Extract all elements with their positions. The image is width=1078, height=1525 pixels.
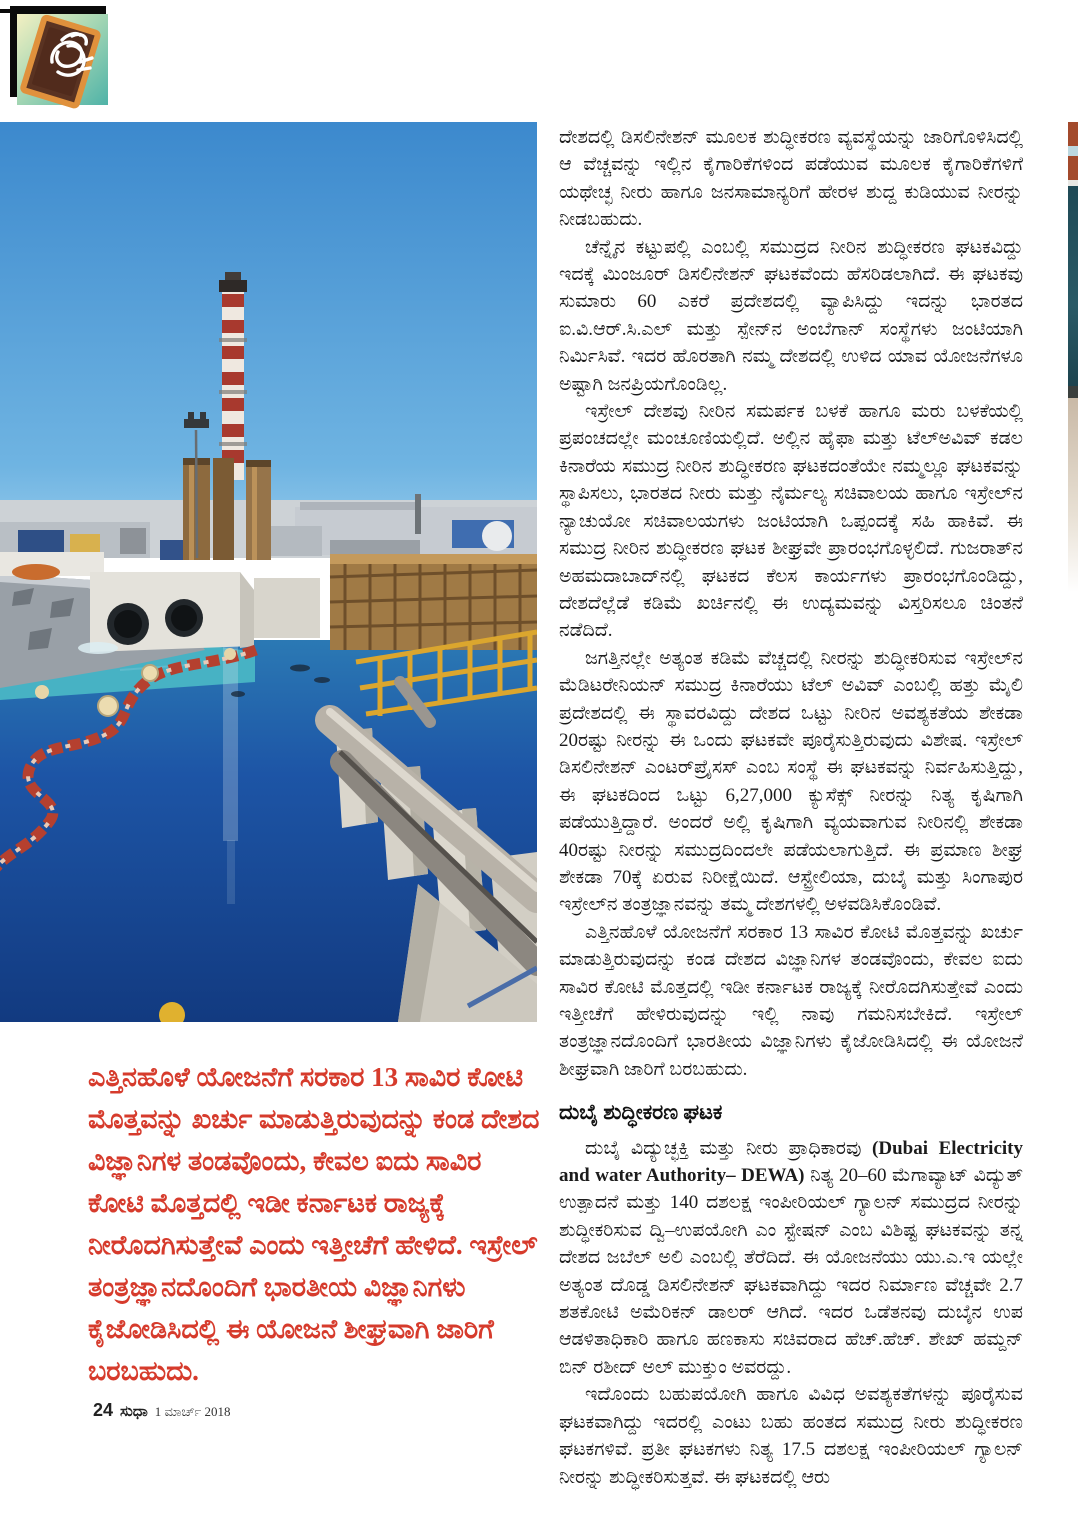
article-paragraph: ಚೆನ್ನೈನ ಕಟ್ಟುಪಲ್ಲಿ ಎಂಬಲ್ಲಿ ಸಮುದ್ರದ ನೀರಿನ ಶುದ್ಧೀಕರಣ ಘಟಕವಿದ್ದು ಇದಕ್ಕೆ ಮಿಂಜೂರ್ ಡಿಸಲಿನೇಶನ್ ಘಟಕವೆಂದು ಹೆಸರಿಡಲಾಗಿದೆ. ಈ ಘಟಕವು ಸುಮಾರು 60 ಎಕರೆ ಪ್ರದೇಶದಲ್ಲಿ ವ್ಯಾಪಿಸಿದ್ದು ಇದನ್ನು ಭಾರತದ ಐ.ವಿ.ಆರ್.ಸಿ.ಎಲ್ ಮತ್ತು ಸ್ಪೇನ್‌ನ ಅಂಬೆಗಾನ್ ಸಂಸ್ಥೆಗಳು ಜಂಟಿಯಾಗಿ ನಿರ್ಮಿಸಿವೆ. ಇದರ ಹೊರತಾಗಿ ನಮ್ಮ ದೇಶದಲ್ಲಿ ಉಳಿದ ಯಾವ ಯೋಜನೆಗಳೂ ಅಷ್ಟಾಗಿ ಜನಪ್ರಿಯಗೊಂಡಿಲ್ಲ. xyxy=(559,236,1023,395)
article-paragraph: ದೇಶದಲ್ಲಿ ಡಿಸಲಿನೇಶನ್ ಮೂಲಕ ಶುದ್ಧೀಕರಣ ವ್ಯವಸ್ಥೆಯನ್ನು ಜಾರಿಗೊಳಿಸಿದಲ್ಲಿ ಆ ವೆಚ್ಚವನ್ನು ಇಲ್ಲಿನ ಕೈಗಾರಿಕೆಗಳಿಂದ ಪಡೆಯುವ ಮೂಲಕ ಕೈಗಾರಿಕೆಗಳಿಗೆ ಯಥೇಚ್ಛ ನೀರು ಹಾಗೂ ಜನಸಾಮಾನ್ಯರಿಗೆ ಹೇರಳ ಶುದ್ದ ಕುಡಿಯುವ ನೀರನ್ನು ನೀಡಬಹುದು. xyxy=(559,127,1023,231)
page-number: 24 xyxy=(93,1400,114,1420)
magazine-name: ಸುಧಾ xyxy=(120,1404,148,1420)
article-paragraph: ಎತ್ತಿನಹೊಳೆ ಯೋಜನೆಗೆ ಸರಕಾರ 13 ಸಾವಿರ ಕೋಟಿ ಮೊತ್ತವನ್ನು ಖರ್ಚು ಮಾಡುತ್ತಿರುವುದನ್ನು ಕಂಡ ದೇಶದ ವಿಜ್ಞಾನಿಗಳ ತಂಡವೊಂದು, ಕೇವಲ ಐದು ಸಾವಿರ ಕೋಟಿ ಮೊತ್ತದಲ್ಲಿ ಇಡೀ ಕರ್ನಾಟಕ ರಾಜ್ಯಕ್ಕೆ ನೀರೊದಗಿಸುತ್ತೇವೆ ಎಂದು ಇತ್ತೀಚೆಗೆ ಹೇಳಿರುವುದನ್ನು ಇಲ್ಲಿ ನಾವು ಗಮನಿಸಬೇಕಿದೆ. ಇಸ್ರೇಲ್ ತಂತ್ರಜ್ಞಾನದೊಂದಿಗೆ ಭಾರತೀಯ ವಿಜ್ಞಾನಿಗಳು ಕೈಜೋಡಿಸಿದಲ್ಲಿ ಈ ಯೋಜನೆ ಶೀಘ್ರವಾಗಿ ಜಾರಿಗೆ ಬರಬಹುದು. xyxy=(559,921,1023,1080)
issue-date: 1 ಮಾರ್ಚ್ 2018 xyxy=(154,1404,231,1419)
article-paragraph: ಇದೊಂದು ಬಹುಪಯೋಗಿ ಹಾಗೂ ವಿವಿಧ ಅವಶ್ಯಕತೆಗಳನ್ನು ಪೂರೈಸುವ ಘಟಕವಾಗಿದ್ದು ಇದರಲ್ಲಿ ಎಂಟು ಬಹು ಹಂತದ ಸಮುದ್ರ ನೀರು ಶುದ್ಧೀಕರಣ ಘಟಕಗಳಿವೆ. ಪ್ರತೀ ಘಟಕಗಳು ನಿತ್ಯ 17.5 ದಶಲಕ್ಷ ಇಂಪೀರಿಯಲ್ ಗ್ಯಾಲನ್ ನೀರನ್ನು ಶುದ್ಧೀಕರಿಸುತ್ತವೆ. ಈ ಘಟಕದಲ್ಲಿ ಆರು xyxy=(559,1384,1023,1488)
desalination-plant-photo xyxy=(0,122,537,1022)
dubai-paragraph-kannada-before: ದುಬೈ ವಿದ್ಯುಚ್ಛಕ್ತಿ ಮತ್ತು ನೀರು ಪ್ರಾಧಿಕಾರವು xyxy=(585,1137,873,1159)
pull-quote: ಎತ್ತಿನಹೊಳೆ ಯೋಜನೆಗೆ ಸರಕಾರ 13 ಸಾವಿರ ಕೋಟಿ ಮೊತ್ತವನ್ನು ಖರ್ಚು ಮಾಡುತ್ತಿರುವುದನ್ನು ಕಂಡ ದೇಶದ ವಿಜ್ಞಾನಿಗಳ ತಂಡವೊಂದು, ಕೇವಲ ಐದು ಸಾವಿರ ಕೋಟಿ ಮೊತ್ತದಲ್ಲಿ ಇಡೀ ಕರ್ನಾಟಕ ರಾಜ್ಯಕ್ಕೆ ನೀರೊದಗಿಸುತ್ತೇವೆ ಎಂದು ಇತ್ತೀಚೆಗೆ ಹೇಳಿದೆ. ಇಸ್ರೇಲ್ ತಂತ್ರಜ್ಞಾನದೊಂದಿಗೆ ಭಾರತೀಯ ವಿಜ್ಞಾನಿಗಳು ಕೈಜೋಡಿಸಿದಲ್ಲಿ ಈ ಯೋಜನೆ ಶೀಘ್ರವಾಗಿ ಜಾರಿಗೆ ಬರಬಹುದು. xyxy=(88,1062,540,1386)
article-paragraph-dubai xyxy=(559,1135,1023,1382)
dubai-paragraph-kannada-after: ನಿತ್ಯ 20–60 ಮೆಗಾವ್ಯಾಟ್ ವಿದ್ಯುತ್ ಉತ್ಪಾದನೆ ಮತ್ತು 140 ದಶಲಕ್ಷ ಇಂಪೀರಿಯಲ್ ಗ್ಯಾಲನ್ ಸಮುದ್ರದ ನೀರನ್ನು ಶುದ್ಧೀಕರಿಸುವ ದ್ವಿ–ಉಪಯೋಗಿ ಎಂ ಸ್ಟೇಷನ್ ಎಂಬ ವಿಶಿಷ್ಟ ಘಟಕವನ್ನು ತನ್ನ ದೇಶದ ಜಬೆಲ್ ಅಲಿ ಎಂಬಲ್ಲಿ ತೆರೆದಿದೆ. ಈ ಯೋಜನೆಯು ಯು.ಎ.ಇ ಯಲ್ಲೇ ಅತ್ಯಂತ ದೊಡ್ಡ ಡಿಸಲಿನೇಶನ್ ಘಟಕವಾಗಿದ್ದು ಇದರ ನಿರ್ಮಾಣ ವೆಚ್ಚವೇ 2.7 ಶತಕೋಟಿ ಅಮೆರಿಕನ್ ಡಾಲರ್ ಆಗಿದೆ. ಇದರ ಒಡೆತನವು ದುಬೈನ ಉಪ ಆಡಳಿತಾಧಿಕಾರಿ ಹಾಗೂ ಹಣಕಾಸು ಸಚಿವರಾದ ಹೆಚ್.ಹೆಚ್. ಶೇಖ್ ಹಮ್ದನ್ ಬಿನ್ ರಶೀದ್ ಅಲ್ ಮುಕ್ತುಂ ಅವರದ್ದು. xyxy=(559,1165,1023,1378)
section-heading: ದುಬೈ ಶುದ್ಧೀಕರಣ ಘಟಕ xyxy=(559,1100,723,1125)
next-page-edge xyxy=(1068,122,1078,592)
dewa-english-name: (Dubai Electricity and water Authority– DEWA) xyxy=(559,1137,1023,1187)
article-paragraph: ಜಗತ್ತಿನಲ್ಲೇ ಅತ್ಯಂತ ಕಡಿಮೆ ವೆಚ್ಚದಲ್ಲಿ ನೀರನ್ನು ಶುದ್ಧೀಕರಿಸುವ ಇಸ್ರೇಲ್‌ನ ಮೆಡಿಟರೇನಿಯನ್ ಸಮುದ್ರ ಕಿನಾರೆಯು ಟೆಲ್ ಅವಿವ್ ಎಂಬಲ್ಲಿ ಹತ್ತು ಮೈಲಿ ಪ್ರದೇಶದಲ್ಲಿ ಈ ಸ್ಥಾವರವಿದ್ದು ದೇಶದ ಒಟ್ಟು ನೀರಿನ ಅವಶ್ಯಕತೆಯ ಶೇಕಡಾ 20ರಷ್ಟು ನೀರನ್ನು ಈ ಒಂದು ಘಟಕವೇ ಪೂರೈಸುತ್ತಿರುವುದು ವಿಶೇಷ. ಇಸ್ರೇಲ್ ಡಿಸಲಿನೇಶನ್ ಎಂಟರ್‌ಪ್ರೈಸಸ್ ಎಂಬ ಸಂಸ್ಥೆ ಈ ಘಟಕವನ್ನು ನಿರ್ವಹಿಸುತ್ತಿದ್ದು, ಈ ಘಟಕದಿಂದ ಒಟ್ಟು 6,27,000 ಕ್ಯುಸೆಕ್ಸ್ ನೀರನ್ನು ನಿತ್ಯ ಕೃಷಿಗಾಗಿ ಪಡೆಯುತ್ತಿದ್ದಾರೆ. ಅಂದರೆ ಅಲ್ಲಿ ಕೃಷಿಗಾಗಿ ವ್ಯಯವಾಗುವ ನೀರಿನಲ್ಲಿ ಶೇಕಡಾ 40ರಷ್ಟು ನೀರನ್ನು ಸಮುದ್ರದಿಂದಲೇ ಪಡೆಯಲಾಗುತ್ತಿದೆ. ಈ ಪ್ರಮಾಣ ಶೀಘ್ರ ಶೇಕಡಾ 70ಕ್ಕೆ ಏರುವ ನಿರೀಕ್ಷೆಯಿದೆ. ಆಸ್ಟ್ರೇಲಿಯಾ, ದುಬೈ ಮತ್ತು ಸಿಂಗಾಪುರ ಇಸ್ರೇಲ್‌ನ ತಂತ್ರಜ್ಞಾನವನ್ನು ತಮ್ಮ ದೇಶಗಳಲ್ಲಿ ಅಳವಡಿಸಿಕೊಂಡಿವೆ. xyxy=(559,647,1023,916)
sudha-magazine-logo-icon xyxy=(0,0,130,115)
article-column xyxy=(559,124,1023,1491)
striped-chimney xyxy=(219,272,247,480)
page-footer xyxy=(93,1400,231,1421)
article-paragraph: ಇಸ್ರೇಲ್ ದೇಶವು ನೀರಿನ ಸಮರ್ಪಕ ಬಳಕೆ ಹಾಗೂ ಮರು ಬಳಕೆಯಲ್ಲಿ ಪ್ರಪಂಚದಲ್ಲೇ ಮಂಚೂಣಿಯಲ್ಲಿದೆ. ಅಲ್ಲಿನ ಹೈಫಾ ಮತ್ತು ಟೆಲ್‌ಅವಿವ್ ಕಡಲ ಕಿನಾರೆಯ ಸಮುದ್ರ ನೀರಿನ ಶುದ್ಧೀಕರಣ ಘಟಕದಂತೆಯೇ ನಮ್ಮಲ್ಲೂ ಘಟಕವನ್ನು ಸ್ಥಾಪಿಸಲು, ಭಾರತದ ನೀರು ಮತ್ತು ನೈರ್ಮಲ್ಯ ಸಚಿವಾಲಯ ಹಾಗೂ ಇಸ್ರೇಲ್‌ನ ನ್ಯಾಚುಯೋ ಸಚಿವಾಲಯಗಳು ಜಂಟಿಯಾಗಿ ಒಪ್ಪಂದಕ್ಕೆ ಸಹಿ ಹಾಕಿವೆ. ಈ ಸಮುದ್ರ ನೀರಿನ ಶುದ್ಧೀಕರಣ ಘಟಕ ಶೀಘ್ರವೇ ಪ್ರಾರಂಭಗೊಳ್ಳಲಿದೆ. ಗುಜರಾತ್‌ನ ಅಹಮದಾಬಾದ್‌ನಲ್ಲಿ ಘಟಕದ ಕೆಲಸ ಕಾರ್ಯಗಳು ಪ್ರಾರಂಭಗೊಂಡಿದ್ದು, ದೇಶದೆಲ್ಲೆಡೆ ಕಡಿಮೆ ಖರ್ಚಿನಲ್ಲಿ ಈ ಉದ್ಯಮವನ್ನು ವಿಸ್ತರಿಸಲೂ ಚಿಂತನೆ ನಡೆದಿದೆ. xyxy=(559,401,1023,642)
